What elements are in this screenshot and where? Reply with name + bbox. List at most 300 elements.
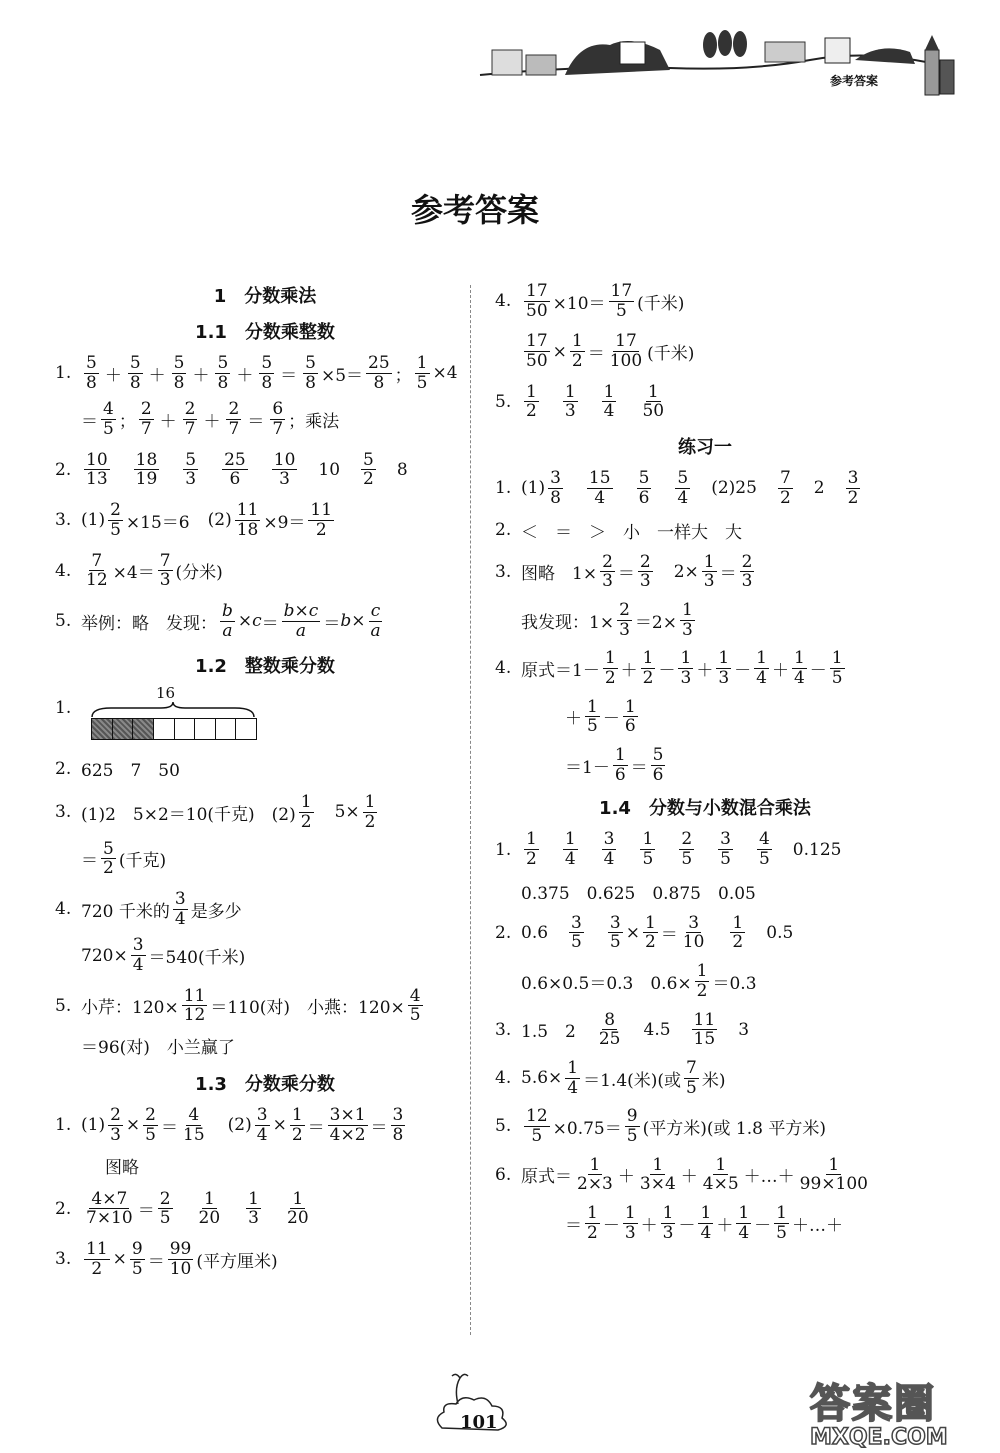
fraction [603, 649, 618, 687]
denominator: 4 [174, 908, 186, 929]
denominator: 2 [732, 932, 744, 953]
denominator: 2 [364, 811, 376, 832]
denominator: 8 [129, 372, 141, 393]
denominator: 2 [526, 849, 537, 870]
denominator: 4 [700, 1222, 712, 1243]
denominator: 7 [140, 419, 152, 440]
denominator: 3 [564, 401, 576, 422]
denominator: 4 [567, 1077, 579, 1098]
fraction [846, 469, 861, 507]
denominator: 3 [159, 570, 171, 591]
numerator: 7 [686, 1057, 697, 1078]
fraction [651, 746, 666, 784]
numerator: 2 [681, 829, 693, 850]
fraction [641, 649, 656, 687]
numerator: 1 [292, 1188, 304, 1209]
numerator: 1 [696, 961, 708, 982]
denominator: 7×10 [86, 1208, 133, 1229]
numerator: 1 [681, 599, 693, 620]
numerator: 12 [526, 1106, 548, 1127]
numerator: 11 [236, 500, 259, 521]
fraction [290, 1106, 305, 1144]
numerator: 2 [145, 1105, 156, 1126]
denominator: 6 [652, 764, 664, 785]
denominator: 5 [587, 716, 598, 737]
fraction [609, 282, 635, 320]
denominator: 3 [681, 619, 693, 640]
fraction [158, 552, 173, 590]
numerator: 10 [273, 449, 296, 470]
numerator: 5 [261, 353, 273, 373]
answer-1-3-q1a: 1. (1) $\frac{2}{3}$ × $\frac{2}{5}$ ＝ $\frac{4}{15}$ (2) $\frac{3}{4}$ × $\frac{1}{2}$ ＝ $\frac{3\times 1}{4\times 2}$ ＝ $\frac{3}{8}$ [55, 1105, 404, 1145]
numerator: 5 [129, 353, 141, 373]
numerator: 1 [680, 648, 692, 669]
page-number-badge [432, 1368, 512, 1438]
numerator: 1 [587, 696, 598, 717]
denominator: 3 [703, 571, 715, 592]
denominator: 12 [86, 570, 108, 591]
answer-1-3-q3: 3. $\frac{11}{2}$ × $\frac{9}{5}$ ＝ $\frac{99}{10}$ (平方厘米) [55, 1238, 278, 1279]
denominator: 5 [110, 519, 121, 540]
header-decoration [470, 30, 970, 105]
denominator: 8 [305, 372, 316, 393]
denominator: 5 [103, 419, 114, 440]
watermark-site: MXQE.COM [810, 1425, 948, 1450]
numerator: 1 [248, 1188, 259, 1209]
fraction [84, 1240, 110, 1278]
answer-1-4-q2a: 2. 0.6 $\frac{3}{5}$ $\frac{3}{5}$ × $\frac{1}{2}$ ＝ $\frac{3}{10}$ $\frac{1}{2}$ 0.5 [495, 912, 794, 953]
denominator: 5 [571, 932, 582, 953]
numerator: 5 [185, 449, 197, 470]
fraction [173, 890, 188, 928]
denominator: 3 [680, 667, 692, 688]
fraction [718, 830, 733, 868]
numerator: 1 [291, 1105, 303, 1126]
numerator: 1 [526, 829, 537, 850]
numerator: b [222, 600, 233, 621]
exercise-1-q1: 1. (1) $\frac{3}{8}$ $\frac{15}{4}$ $\frac{5}{6}$ $\frac{5}{4}$ (2)25 $\frac{7}{2}$ 2 $\frac{3}{2}$ [495, 468, 859, 508]
numerator: 5 [173, 353, 185, 373]
fraction [640, 830, 655, 868]
answer-1-4-q2b: 0.6×0.5＝0.3 0.6× $\frac{1}{2}$ ＝0.3 [521, 961, 757, 1001]
fraction [128, 354, 143, 392]
denominator: 5 [626, 1125, 638, 1146]
fraction [563, 383, 578, 421]
fraction [575, 1156, 615, 1194]
fraction [684, 1059, 699, 1097]
denominator: 5 [145, 1124, 156, 1145]
denominator: 2×3 [577, 1174, 613, 1195]
fraction [643, 914, 658, 952]
numerator: 2 [140, 399, 152, 420]
fraction [524, 383, 539, 421]
numerator: 1 [526, 381, 537, 402]
numerator: 11 [310, 500, 333, 521]
numerator: 1 [564, 829, 576, 850]
fraction [168, 1240, 194, 1278]
denominator: 3 [718, 667, 730, 688]
numerator: 4 [188, 1105, 200, 1126]
fraction [679, 830, 694, 868]
denominator: 50 [526, 351, 548, 372]
fraction [285, 1190, 311, 1228]
left-column [55, 270, 475, 1278]
fraction [792, 649, 807, 687]
numerator: 1 [571, 331, 583, 352]
denominator: 5 [776, 1222, 787, 1243]
fraction [548, 469, 563, 507]
denominator: 4 [603, 401, 615, 422]
bar-diagram: 16 [81, 684, 281, 750]
fraction [623, 1204, 638, 1242]
fraction [143, 1106, 158, 1144]
answer-1-2-q2: 2. 625 7 50 [55, 758, 180, 782]
fraction [585, 1204, 600, 1242]
denominator: 5 [758, 849, 770, 870]
numerator: 1 [203, 1188, 215, 1209]
numerator: 25 [368, 353, 390, 373]
denominator: 3 [602, 571, 613, 592]
exercise-1-q3b: 我发现：1× $\frac{2}{3}$ ＝2× $\frac{1}{3}$ [521, 599, 693, 640]
fraction [701, 1156, 741, 1194]
answer-1-3-q4a: 4. $\frac{17}{50}$ ×10＝ $\frac{17}{5}$ (千米) [495, 281, 685, 321]
fraction [570, 332, 585, 370]
answer-1-2-q5a: 5. 小芹：120× $\frac{11}{12}$ ＝110(对) 小燕：120× $\frac{4}{5}$ [55, 985, 421, 1026]
numerator: 18 [135, 449, 158, 470]
numerator: 3 [256, 1105, 268, 1126]
fraction [134, 451, 160, 489]
fraction [524, 332, 550, 370]
fraction [408, 987, 423, 1025]
numerator: 1 [587, 1203, 598, 1223]
fraction [730, 914, 745, 952]
denominator: a [222, 620, 233, 641]
denominator: 6 [624, 716, 636, 737]
fraction [563, 830, 578, 868]
section-heading-1-1: 1.1 分数乘整数 [195, 322, 335, 343]
numerator: 17 [610, 281, 633, 301]
answer-1-1-q1b: ＝ $\frac{4}{5}$ ； $\frac{2}{7}$ ＋ $\frac{2}{7}$ ＋ $\frac{2}{7}$ ＝ $\frac{6}{7}$ ；乘法 [81, 399, 340, 440]
denominator: 3 [279, 469, 290, 490]
fraction [84, 354, 99, 392]
denominator: 2 [587, 1222, 598, 1243]
numerator: 3 [132, 935, 144, 956]
denominator: 5 [131, 1258, 143, 1279]
denominator: 8 [392, 1124, 404, 1145]
numerator: 2 [228, 399, 240, 420]
denominator: 18 [236, 519, 259, 540]
numerator: 3 [571, 912, 582, 933]
numerator: 1 [738, 1203, 750, 1223]
denominator: 2 [91, 1258, 103, 1279]
denominator: 3 [185, 469, 197, 490]
answer-1-2-q3b: ＝ $\frac{5}{2}$ (千克) [81, 838, 167, 879]
section-heading-exercise-1: 练习一 [678, 437, 732, 459]
answer-1-4-q6b: ＝ $\frac{1}{2}$ － $\frac{1}{3}$ ＋ $\frac{1}{3}$ － $\frac{1}{4}$ ＋ $\frac{1}{4}$ － $\frac{1}{5}$ ＋…＋ [565, 1203, 843, 1243]
numerator: 5 [103, 838, 114, 859]
fraction [798, 1156, 870, 1194]
denominator: 2 [291, 1124, 303, 1145]
fraction [183, 400, 198, 438]
denominator: 100 [609, 351, 643, 372]
fraction [524, 1107, 550, 1145]
denominator: 8 [86, 372, 97, 393]
section-heading-1: 1 分数乘法 [213, 286, 317, 307]
fraction [183, 451, 198, 489]
fraction [84, 451, 110, 489]
fraction [597, 1011, 623, 1049]
numerator: 1 [831, 648, 843, 669]
numerator: 11 [86, 1238, 108, 1259]
denominator: 8 [261, 372, 273, 393]
denominator: 2 [526, 401, 537, 422]
answer-1-4-q1a: 1. $\frac{1}{2}$ $\frac{1}{4}$ $\frac{3}{4}$ $\frac{1}{5}$ $\frac{2}{5}$ $\frac{3}{5}$ $\frac{4}{5}$ 0.125 [495, 829, 842, 870]
numerator: 15 [588, 468, 611, 489]
denominator: 8 [550, 487, 561, 508]
numerator: 4 [758, 829, 770, 850]
denominator: 3 [741, 571, 753, 592]
numerator: 1 [624, 696, 636, 717]
fraction [391, 1106, 406, 1144]
denominator: 4 [594, 487, 606, 508]
numerator: 3 [847, 468, 859, 489]
answer-1-1-q2: 2. $\frac{10}{13}$ $\frac{18}{19}$ $\frac{5}{3}$ $\frac{25}{6}$ $\frac{10}{3}$ 10 $\frac{5}{2}$ 8 [55, 449, 408, 490]
fraction [524, 830, 539, 868]
numerator: 3 [688, 912, 700, 933]
numerator: 1 [567, 1057, 579, 1078]
fraction [415, 354, 430, 392]
fraction [308, 501, 334, 539]
numerator: 1 [564, 381, 576, 402]
numerator: 1 [614, 745, 626, 765]
fraction [215, 354, 230, 392]
numerator: 17 [615, 331, 637, 352]
answer-1-3-q2: 2. $\frac{4\times 7}{7\times 10}$ ＝ $\frac{2}{5}$ $\frac{1}{20}$ $\frac{1}{3}$ $\frac{1}{20}$ [55, 1188, 309, 1229]
fraction [740, 553, 755, 591]
denominator: 20 [287, 1208, 309, 1229]
denominator: 4 [677, 487, 689, 508]
denominator: 99×100 [799, 1174, 868, 1195]
answer-1-2-q3a: 3. (1)2 5×2＝10(千克) (2) $\frac{1}{2}$ 5× $\frac{1}{2}$ [55, 792, 376, 832]
fraction [623, 698, 638, 736]
fraction [585, 698, 600, 736]
numerator: 1 [662, 1203, 674, 1223]
numerator: 3×1 [329, 1105, 366, 1126]
exercise-1-q4a: 4. 原式＝1－ $\frac{1}{2}$ ＋ $\frac{1}{2}$ － $\frac{1}{3}$ ＋ $\frac{1}{3}$ － $\frac{1}{4}$ ＋ $\frac{1}{4}$ － $\frac{1}{5}$ [495, 648, 843, 688]
denominator: 8 [173, 372, 185, 393]
page-title: 参考答案 [410, 191, 539, 229]
watermark-logo-text: 答案圈 [810, 1381, 936, 1427]
numerator: 4 [103, 399, 114, 420]
denominator: 8 [373, 372, 385, 393]
numerator: 11 [693, 1009, 716, 1030]
watermark-logo [810, 1372, 980, 1450]
fraction [101, 400, 116, 438]
fraction [757, 830, 772, 868]
denominator: 25 [598, 1029, 621, 1050]
denominator: 5 [831, 667, 843, 688]
fraction [181, 1106, 207, 1144]
fraction [600, 553, 615, 591]
numerator: 1 [364, 792, 376, 813]
denominator: 5 [615, 300, 627, 321]
fraction [259, 354, 274, 392]
denominator: 2 [847, 487, 859, 508]
fraction [702, 553, 717, 591]
denominator: 2 [779, 487, 791, 508]
denominator: 7 [228, 419, 240, 440]
fraction [361, 451, 376, 489]
numerator: 2 [639, 551, 651, 572]
exercise-1-q3a: 3. 图略 1× $\frac{2}{3}$ ＝ $\frac{2}{3}$ 2× $\frac{1}{3}$ ＝ $\frac{2}{3}$ [495, 551, 753, 592]
denominator: 3 [248, 1208, 259, 1229]
numerator: c [370, 600, 381, 621]
denominator: 4 [738, 1222, 750, 1243]
numerator: 4 [409, 985, 421, 1006]
fraction [692, 1011, 718, 1049]
fraction [681, 914, 707, 952]
fraction [565, 1059, 580, 1097]
numerator: 3 [550, 468, 561, 489]
fraction [716, 649, 731, 687]
denominator: 3×4 [639, 1174, 676, 1195]
fraction [101, 840, 116, 878]
fraction [754, 649, 769, 687]
exercise-1-q4c: ＝1－ $\frac{1}{6}$ ＝ $\frac{5}{6}$ [565, 745, 664, 785]
fraction [640, 383, 666, 421]
fraction [678, 649, 693, 687]
fraction [637, 469, 652, 507]
fraction [602, 830, 617, 868]
answer-1-1-q3: 3. (1) $\frac{2}{5}$ ×15＝6 (2) $\frac{11}{18}$ ×9＝ $\frac{11}{2}$ [55, 500, 333, 540]
denominator: 4×2 [329, 1124, 366, 1145]
fraction [638, 553, 653, 591]
numerator: 2 [184, 399, 196, 420]
denominator: 2 [604, 667, 616, 688]
denominator: 4 [603, 849, 615, 870]
fraction [235, 501, 261, 539]
section-heading-1-4: 1.4 分数与小数混合乘法 [599, 798, 811, 820]
numerator: 4×7 [91, 1188, 128, 1209]
denominator: 2 [696, 980, 708, 1001]
fraction [182, 987, 208, 1025]
fraction [226, 400, 241, 438]
numerator: 2 [602, 551, 613, 572]
numerator: 6 [272, 399, 284, 420]
fraction [698, 1204, 713, 1242]
denominator: 5 [642, 849, 654, 870]
numerator: 99 [169, 1238, 192, 1259]
denominator: 5 [159, 1208, 171, 1229]
fraction [736, 1204, 751, 1242]
denominator: 10 [682, 932, 705, 953]
numerator: 1 [589, 1154, 601, 1175]
denominator: 4 [564, 849, 576, 870]
denominator: 10 [169, 1258, 192, 1279]
answer-1-1-q1a: 1. $\frac{5}{8}$ ＋ $\frac{5}{8}$ ＋ $\frac{5}{8}$ ＋ $\frac{5}{8}$ ＋ $\frac{5}{8}$ ＝ $\frac{5}{8}$ ×5＝ $\frac{25}{8}$ ； $\frac{1}{5}$ ×4 [55, 353, 458, 393]
numerator: 1 [793, 648, 805, 669]
fraction [131, 936, 146, 974]
denominator: 5 [531, 1125, 543, 1146]
fraction [638, 1156, 678, 1194]
denominator: 3 [662, 1222, 674, 1243]
numerator: 1 [642, 829, 654, 850]
fraction [108, 501, 123, 539]
answer-1-4-q6a: 6. 原式＝ $\frac{1}{2\times 3}$ ＋ $\frac{1}{3\times 4}$ ＋ $\frac{1}{4\times 5}$ ＋…＋ $\frac{1}{99\times 100}$ [495, 1154, 868, 1195]
denominator: 5 [681, 849, 693, 870]
fraction [569, 914, 584, 952]
denominator: 2 [642, 667, 654, 688]
fraction [220, 602, 235, 640]
denominator: a [295, 620, 307, 641]
numerator: 1 [776, 1203, 787, 1223]
fraction [139, 400, 154, 438]
fraction [246, 1190, 261, 1228]
numerator: 1 [732, 912, 744, 933]
numerator: 9 [626, 1106, 638, 1127]
denominator: 5 [720, 849, 731, 870]
fraction [617, 601, 632, 639]
denominator: 2 [315, 519, 327, 540]
denominator: 2 [571, 351, 583, 372]
numerator: 7 [159, 550, 171, 571]
page-number: 101 [460, 1412, 498, 1433]
section-heading-1-2: 1.2 整数乘分数 [195, 656, 335, 678]
numerator: 1 [642, 648, 654, 669]
numerator: 1 [756, 648, 767, 669]
numerator: 1 [604, 648, 616, 669]
fraction [366, 354, 392, 392]
denominator: 3 [639, 571, 651, 592]
numerator: 7 [91, 550, 103, 571]
numerator: 1 [828, 1154, 840, 1175]
numerator: 9 [131, 1238, 143, 1259]
fraction [524, 282, 550, 320]
numerator: 1 [647, 381, 659, 402]
numerator: 5 [217, 353, 229, 373]
numerator: 25 [224, 449, 246, 470]
fraction [272, 451, 298, 489]
numerator: 2 [110, 500, 121, 521]
fraction [675, 469, 690, 507]
fraction [282, 602, 321, 640]
denominator: 2 [363, 469, 374, 490]
numerator: 5 [638, 468, 650, 489]
answer-1-3-q1b: 图略 [105, 1157, 139, 1178]
numerator: 1 [700, 1203, 712, 1223]
fraction [680, 601, 695, 639]
answer-1-4-q4: 4. 5.6× $\frac{1}{4}$ ＝1.4(米)(或 $\frac{7}{5}$ 米) [495, 1057, 726, 1098]
numerator: 1 [652, 1154, 664, 1175]
numerator: 7 [779, 468, 791, 489]
denominator: 4 [132, 955, 144, 976]
denominator: 7 [272, 419, 284, 440]
fraction [363, 793, 378, 831]
denominator: 50 [642, 401, 665, 422]
denominator: 2 [103, 858, 114, 879]
numerator: 1 [644, 912, 656, 933]
fraction [84, 552, 110, 590]
fraction [778, 469, 793, 507]
answer-1-2-q4b: 720× $\frac{3}{4}$ ＝540(千米) [81, 935, 246, 976]
denominator: a [370, 620, 381, 641]
denominator: 6 [614, 764, 626, 785]
answer-1-3-q5: 5. $\frac{1}{2}$ $\frac{1}{3}$ $\frac{1}{4}$ $\frac{1}{50}$ [495, 381, 665, 422]
answer-1-2-q1: 1. 16 [55, 684, 475, 750]
numerator: 1 [703, 551, 715, 572]
denominator: 20 [198, 1208, 221, 1229]
numerator: 1 [300, 792, 312, 813]
